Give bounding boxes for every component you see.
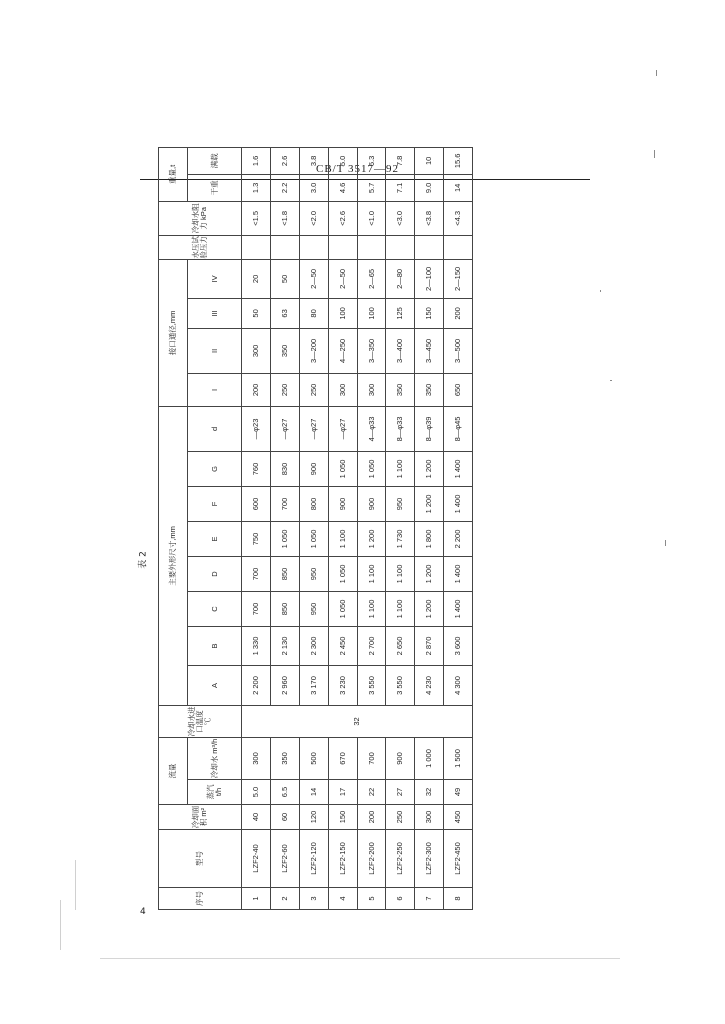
row-water: 670 (328, 738, 357, 780)
row-dim-small-d: 8—φ33 (386, 406, 415, 451)
header-flange-diameters: 接口通径,mm (159, 259, 188, 406)
row-flange-iv: 2—50 (328, 259, 357, 298)
row-water: 1 000 (415, 738, 444, 780)
row-water-resistance: <2.0 (299, 201, 328, 235)
row-flange-ii: 3—400 (386, 328, 415, 373)
row-dry-weight: 4.6 (328, 174, 357, 201)
row-dim-f: 950 (386, 487, 415, 522)
scan-artifact (654, 150, 655, 158)
row-flange-ii: 3—200 (299, 328, 328, 373)
row-dim-g: 1 200 (415, 452, 444, 487)
row-flange-iv: 2—50 (299, 259, 328, 298)
row-dry-weight: 9.0 (415, 174, 444, 201)
row-flange-ii: 3—500 (444, 328, 473, 373)
row-dim-c: 1 400 (444, 592, 473, 627)
row-model: LZF2-200 (357, 830, 386, 888)
row-flange-iv: 2—80 (386, 259, 415, 298)
row-model: LZF2-150 (328, 830, 357, 888)
row-water: 500 (299, 738, 328, 780)
row-dim-b: 2 700 (357, 627, 386, 666)
row-model: LZF2-250 (386, 830, 415, 888)
row-dim-c: 950 (299, 592, 328, 627)
row-dim-f: 1 400 (444, 487, 473, 522)
row-flange-iv: 2—150 (444, 259, 473, 298)
row-dim-a: 2 200 (242, 666, 271, 706)
row-model: LZF2-120 (299, 830, 328, 888)
row-flange-iii: 200 (444, 298, 473, 328)
row-flange-iii: 63 (271, 298, 300, 328)
row-dim-a: 4 230 (415, 666, 444, 706)
row-dim-g: 1 100 (386, 452, 415, 487)
header-steam-flow: 蒸汽 t/h (187, 780, 241, 805)
row-full-weight: 15.6 (444, 147, 473, 174)
header-dim-b: B (187, 627, 241, 666)
header-dim-c: C (187, 592, 241, 627)
row-dry-weight: 5.7 (357, 174, 386, 201)
header-flange-i: I (187, 373, 241, 406)
row-water-resistance: <4.3 (444, 201, 473, 235)
scan-artifact (656, 70, 657, 76)
header-dim-f: F (187, 487, 241, 522)
row-number: 5 (357, 888, 386, 910)
row-water: 1 500 (444, 738, 473, 780)
row-water: 700 (357, 738, 386, 780)
row-flange-i: 300 (328, 373, 357, 406)
row-steam: 5.0 (242, 780, 271, 805)
row-dim-e: 1 800 (415, 522, 444, 557)
row-flange-i: 250 (271, 373, 300, 406)
header-water-flow: 冷却水 m³/h (187, 738, 241, 780)
row-dim-a: 3 170 (299, 666, 328, 706)
row-dim-e: 1 050 (271, 522, 300, 557)
row-flange-iii: 50 (242, 298, 271, 328)
row-flange-iii: 80 (299, 298, 328, 328)
row-dim-d: 1 200 (415, 557, 444, 592)
row-flange-i: 200 (242, 373, 271, 406)
row-dim-f: 600 (242, 487, 271, 522)
table-row (444, 147, 473, 909)
row-flange-ii: 300 (242, 328, 271, 373)
table-caption: 表 2 (138, 551, 149, 569)
scan-artifact (665, 540, 666, 546)
table-header-row (159, 147, 188, 909)
header-number: 序号 (159, 888, 242, 910)
row-full-weight: 5.0 (328, 147, 357, 174)
row-steam: 6.5 (271, 780, 300, 805)
row-dim-small-d: —φ27 (328, 406, 357, 451)
row-flange-i: 650 (444, 373, 473, 406)
header-weight: 重量,t (159, 147, 188, 201)
row-flange-iii: 125 (386, 298, 415, 328)
table-row (415, 147, 444, 909)
row-area: 200 (357, 805, 386, 830)
row-area: 450 (444, 805, 473, 830)
row-dim-e: 750 (242, 522, 271, 557)
scan-artifact (100, 958, 620, 959)
row-dim-e: 1 200 (357, 522, 386, 557)
row-dim-a: 4 300 (444, 666, 473, 706)
row-model: LZF2-60 (271, 830, 300, 888)
header-dry-weight: 干重 (187, 174, 241, 201)
row-dim-b: 2 870 (415, 627, 444, 666)
row-dim-small-d: 8—φ39 (415, 406, 444, 451)
row-area: 120 (299, 805, 328, 830)
header-dim-g: G (187, 452, 241, 487)
header-flange-iv: IV (187, 259, 241, 298)
row-model: LZF2-450 (444, 830, 473, 888)
row-water: 300 (242, 738, 271, 780)
row-flange-iii: 150 (415, 298, 444, 328)
scan-artifact (600, 290, 601, 292)
table-row (242, 147, 271, 909)
row-dry-weight: 7.1 (386, 174, 415, 201)
water-temp-value: 32 (242, 706, 473, 738)
row-area: 250 (386, 805, 415, 830)
row-dim-c: 850 (271, 592, 300, 627)
row-dim-small-d: —φ27 (271, 406, 300, 451)
row-dim-f: 900 (357, 487, 386, 522)
row-dim-d: 1 100 (386, 557, 415, 592)
scan-artifact (60, 900, 61, 950)
row-dim-g: 760 (242, 452, 271, 487)
row-dim-b: 2 650 (386, 627, 415, 666)
row-flange-i: 350 (415, 373, 444, 406)
row-dim-d: 1 100 (357, 557, 386, 592)
header-dim-a: A (187, 666, 241, 706)
row-full-weight: 2.6 (271, 147, 300, 174)
row-area: 150 (328, 805, 357, 830)
row-dim-b: 1 330 (242, 627, 271, 666)
row-dim-d: 850 (271, 557, 300, 592)
row-dim-d: 700 (242, 557, 271, 592)
table-row (328, 147, 357, 909)
row-dim-e: 1 100 (328, 522, 357, 557)
row-flange-iii: 100 (328, 298, 357, 328)
row-dim-b: 2 450 (328, 627, 357, 666)
header-flange-ii: II (187, 328, 241, 373)
header-cooling-area: 冷却面积 m² (159, 805, 242, 830)
row-steam: 14 (299, 780, 328, 805)
row-test-pressure (242, 235, 271, 259)
header-full-weight: 满载 (187, 147, 241, 174)
header-water-resistance: 冷却水阻力 kPa (159, 201, 242, 235)
row-test-pressure (386, 235, 415, 259)
row-dim-d: 950 (299, 557, 328, 592)
row-model: LZF2-40 (242, 830, 271, 888)
header-model: 型号 (159, 830, 242, 888)
row-area: 40 (242, 805, 271, 830)
row-water: 900 (386, 738, 415, 780)
row-dim-c: 700 (242, 592, 271, 627)
row-full-weight: 10 (415, 147, 444, 174)
row-flange-iv: 2—65 (357, 259, 386, 298)
header-flange-iii: III (187, 298, 241, 328)
row-dim-g: 1 050 (357, 452, 386, 487)
header-flow: 流量 (159, 738, 188, 805)
row-area: 60 (271, 805, 300, 830)
row-steam: 22 (357, 780, 386, 805)
spec-table-grid (158, 147, 473, 910)
header-test-pressure: 水压试验压力 (159, 235, 242, 259)
row-number: 8 (444, 888, 473, 910)
row-dim-a: 3 550 (357, 666, 386, 706)
row-dim-b: 2 130 (271, 627, 300, 666)
row-dim-b: 2 300 (299, 627, 328, 666)
row-flange-ii: 3—350 (357, 328, 386, 373)
row-water-resistance: <2.6 (328, 201, 357, 235)
row-dim-g: 1 400 (444, 452, 473, 487)
row-flange-i: 350 (386, 373, 415, 406)
row-dim-b: 3 600 (444, 627, 473, 666)
row-dim-e: 1 730 (386, 522, 415, 557)
row-dim-d: 1 050 (328, 557, 357, 592)
row-dry-weight: 1.3 (242, 174, 271, 201)
row-dim-d: 1 400 (444, 557, 473, 592)
header-dim-e: E (187, 522, 241, 557)
row-dim-f: 1 200 (415, 487, 444, 522)
row-full-weight: 1.6 (242, 147, 271, 174)
table-row (299, 147, 328, 909)
row-dim-e: 1 050 (299, 522, 328, 557)
row-dim-c: 1 200 (415, 592, 444, 627)
table-row (271, 147, 300, 909)
header-dim-d: D (187, 557, 241, 592)
row-dim-small-d: —φ23 (242, 406, 271, 451)
row-number: 6 (386, 888, 415, 910)
row-test-pressure (299, 235, 328, 259)
row-number: 7 (415, 888, 444, 910)
row-flange-ii: 4—250 (328, 328, 357, 373)
row-model: LZF2-300 (415, 830, 444, 888)
row-dim-e: 2 200 (444, 522, 473, 557)
row-dim-c: 1 100 (386, 592, 415, 627)
row-water-resistance: <1.5 (242, 201, 271, 235)
row-dim-c: 1 100 (357, 592, 386, 627)
row-dim-f: 800 (299, 487, 328, 522)
row-water-resistance: <1.8 (271, 201, 300, 235)
row-water-resistance: <3.8 (415, 201, 444, 235)
scan-artifact (75, 860, 76, 910)
row-dim-f: 900 (328, 487, 357, 522)
row-dim-g: 1 050 (328, 452, 357, 487)
row-dim-small-d: —φ27 (299, 406, 328, 451)
row-dry-weight: 14 (444, 174, 473, 201)
row-dim-g: 900 (299, 452, 328, 487)
row-test-pressure (271, 235, 300, 259)
row-flange-iii: 100 (357, 298, 386, 328)
row-steam: 32 (415, 780, 444, 805)
row-flange-i: 300 (357, 373, 386, 406)
row-flange-iv: 50 (271, 259, 300, 298)
row-full-weight: 7.8 (386, 147, 415, 174)
standard-code-header: CB/T 3517—92 (316, 163, 400, 175)
header-water-temp: 冷却水进口温度 ℃ (159, 706, 242, 738)
row-dim-f: 700 (271, 487, 300, 522)
row-steam: 17 (328, 780, 357, 805)
row-test-pressure (328, 235, 357, 259)
row-dry-weight: 3.0 (299, 174, 328, 201)
row-flange-i: 250 (299, 373, 328, 406)
row-steam: 27 (386, 780, 415, 805)
row-dim-c: 1 050 (328, 592, 357, 627)
table-row (386, 147, 415, 909)
header-main-dimensions: 主要外形尺寸,mm (159, 406, 188, 705)
row-dim-small-d: 8—φ45 (444, 406, 473, 451)
row-number: 2 (271, 888, 300, 910)
row-full-weight: 3.8 (299, 147, 328, 174)
row-dim-g: 830 (271, 452, 300, 487)
page-number: 4 (140, 907, 146, 917)
row-number: 4 (328, 888, 357, 910)
row-full-weight: 6.3 (357, 147, 386, 174)
row-flange-iv: 2—100 (415, 259, 444, 298)
row-water-resistance: <1.0 (357, 201, 386, 235)
row-test-pressure (415, 235, 444, 259)
row-water-resistance: <3.0 (386, 201, 415, 235)
row-test-pressure (444, 235, 473, 259)
row-number: 3 (299, 888, 328, 910)
row-dim-small-d: 4—φ33 (357, 406, 386, 451)
row-number: 1 (242, 888, 271, 910)
row-water: 350 (271, 738, 300, 780)
row-dim-a: 3 550 (386, 666, 415, 706)
row-steam: 49 (444, 780, 473, 805)
row-flange-ii: 350 (271, 328, 300, 373)
row-flange-ii: 3—450 (415, 328, 444, 373)
row-dim-a: 2 960 (271, 666, 300, 706)
table-row (357, 147, 386, 909)
row-area: 300 (415, 805, 444, 830)
table-subheader-row (187, 147, 241, 909)
row-dry-weight: 2.2 (271, 174, 300, 201)
scan-artifact (610, 380, 612, 381)
row-dim-a: 3 230 (328, 666, 357, 706)
row-test-pressure (357, 235, 386, 259)
row-flange-iv: 20 (242, 259, 271, 298)
header-dim-small-d: d (187, 406, 241, 451)
